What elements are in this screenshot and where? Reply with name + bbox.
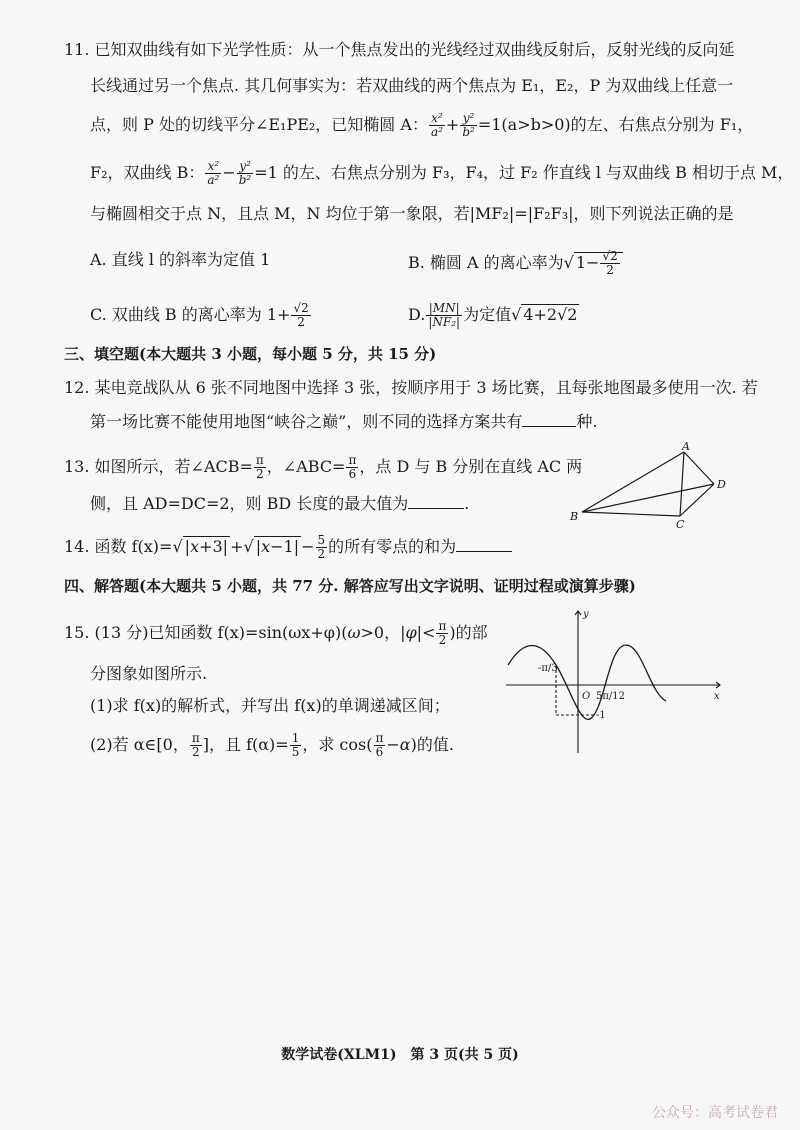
section-4-heading: 四、解答题(本大题共 5 小题，共 77 分. 解答应写出文字说明、证明过程或演算步骤) [64,577,636,595]
q12-line2: 第一场比赛不能使用地图“峡谷之巅”，则不同的选择方案共有 种. [90,412,598,431]
q11-option-a: A. 直线 l 的斜率为定值 1 [90,250,271,269]
segment-ac [680,452,684,516]
q15-line2: 分图象如图所示. [90,664,208,683]
label-c: C [676,518,685,530]
q13-triangle-figure [568,440,738,530]
q14-line: 14. 函数 f(x)=√ |x+3| +√ |x−1| − $\frac{5}{2}$ 的所有零点的和为 [64,534,512,561]
q13-line1: 13. 如图所示，若∠ACB= $\frac{\pi}{2}$ ，∠ABC= $\frac{\pi}{6}$ ，点 D 与 B 分别在直线 AC 两 [64,453,583,481]
q15-line1: 15. (13 分)已知函数 f(x)=sin(ωx+φ)(ω>0，|φ|< $\frac{\pi}{2}$ )的部 [64,619,488,647]
q12-answer-blank [522,412,576,427]
q11-line3: 点，则 P 处的切线平分∠E₁PE₂，已知椭圆 A： $\frac{\text{x²}}{\text{a²}}$ + $\frac{\text{y²}}{\text{b²}}$ =1(a>b>0)的左、右焦点分别为 F₁， [90,111,754,139]
q11-line5: 与椭圆相交于点 N，且点 M，N 均位于第一象限，若|MF₂|=|F₂F₃|，则下列说法正确的是 [90,204,734,223]
q11-option-b: B. 椭圆 A 的离心率为√ 1− $\frac{√2}{2}$ [408,250,623,277]
segment-bd [582,484,714,512]
x-axis-label: x [714,691,720,702]
five-pi-over-12-label: 5π/12 [596,691,626,702]
segment-dc [680,484,714,516]
segment-ba [582,452,684,512]
segment-bc [582,512,680,516]
label-a: A [682,440,690,453]
sine-curve [508,645,666,719]
q15-part1: (1)求 f(x)的解析式，并写出 f(x)的单调递减区间； [90,696,450,715]
watermark: 公众号：高考试卷君 [652,1105,778,1121]
q11-option-d: D. $\frac{|MN|}{\text{|NF₂|}}$ 为定值√ 4+2√2 [408,301,578,329]
q13-line2: 侧，且 AD=DC=2，则 BD 长度的最大值为 . [90,494,470,513]
q15-part2: (2)若 α∈[0， $\frac{\pi}{2}$ ]，且 f(α)= $\frac{1}{5}$ ，求 cos( $\frac{\pi}{6}$ −α)的值. [90,731,454,759]
q15-sine-graph [500,605,730,755]
minus-one-label: -1 [596,710,606,721]
q12-line1: 12. 某电竞战队从 6 张不同地图中选择 3 张，按顺序用于 3 场比赛，且每张地图最多使用一次. 若 [64,378,758,397]
segment-ad [684,452,714,484]
q13-answer-blank [408,494,464,509]
q14-answer-blank [456,537,512,552]
section-3-heading: 三、填空题(本大题共 3 小题，每小题 5 分，共 15 分) [64,345,437,363]
q11-line4: F₂，双曲线 B： $\frac{\text{x²}}{\text{a²}}$ − $\frac{\text{y²}}{\text{b²}}$ =1 的左、右焦点分别为 F₃，F₄，过 F₂ 作直线 l 与双曲线 B 相切于点 M， [90,159,794,187]
label-b: B [570,510,579,523]
label-d: D [717,478,726,491]
q11-line2: 长线通过另一个焦点. 其几何事实为：若双曲线的两个焦点为 E₁，E₂，P 为双曲线上任意一 [90,76,734,95]
q11-option-c: C. 双曲线 B 的离心率为 1+ $\frac{√2}{2}$ [90,301,309,329]
q11-line1: 11. 已知双曲线有如下光学性质：从一个焦点发出的光线经过双曲线反射后，反射光线的反向延 [64,40,735,59]
page-footer: 数学试卷(XLM1) 第 3 页(共 5 页) [281,1047,519,1063]
neg-pi-over-3-label: -π/3 [538,663,558,674]
origin-label: O [582,691,591,702]
y-axis-label: y [583,609,589,620]
